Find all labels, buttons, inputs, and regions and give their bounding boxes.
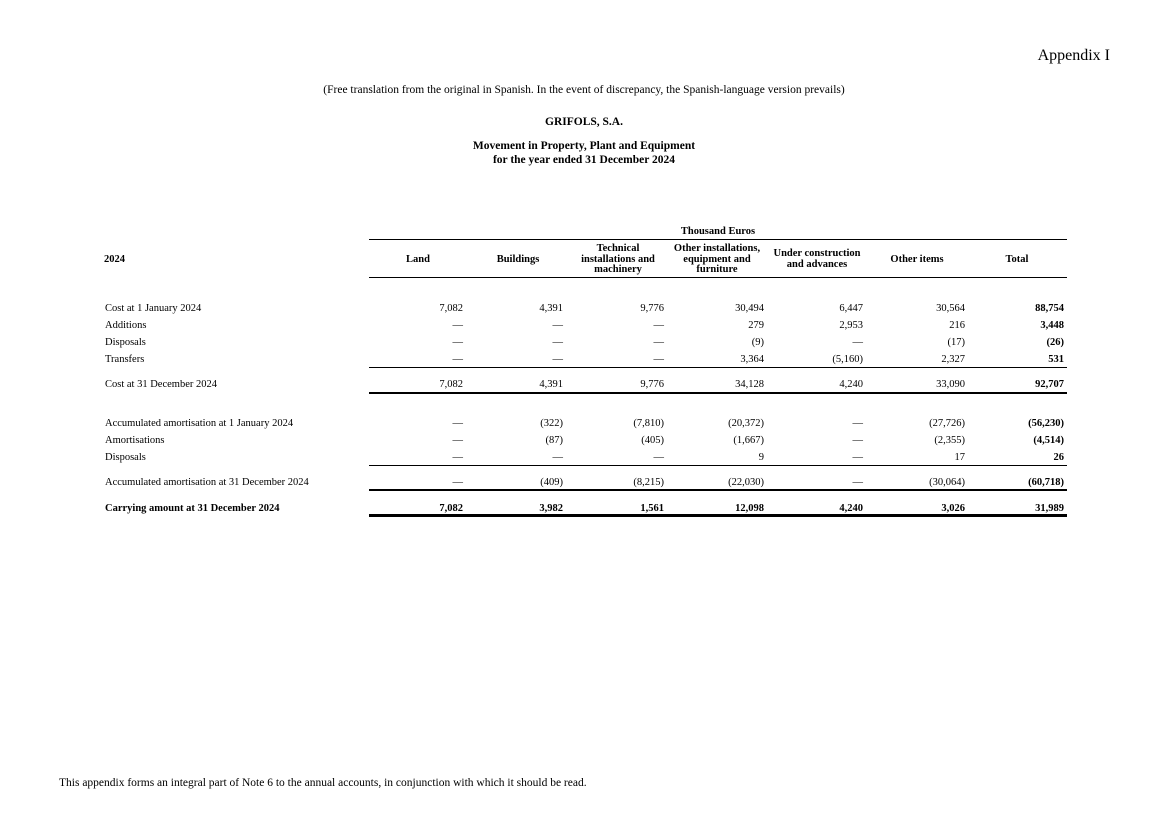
appendix-label: Appendix I [1037,47,1110,64]
cell-other-items: (2,355) [934,435,965,446]
cell-under-construction: 2,953 [839,320,863,331]
table-row [0,337,1168,351]
row-label: Cost at 1 January 2024 [105,303,202,314]
header-rule [369,277,1067,278]
cell-technical: 9,776 [640,379,664,390]
cell-under-construction: 6,447 [839,303,863,314]
cell-under-construction: — [852,435,863,446]
table-row [0,435,1168,449]
cell-land: 7,082 [439,503,463,514]
col-technical-line-2: installations and [581,253,655,265]
cell-buildings: 4,391 [539,379,563,390]
cell-technical: (405) [641,435,664,446]
cell-buildings: — [552,452,563,463]
col-other-installations [666,244,768,276]
cell-land: — [452,477,463,488]
company-name: GRIFOLS, S.A. [545,116,623,128]
cell-land: — [452,418,463,429]
title-line-2: for the year ended 31 December 2024 [492,154,676,166]
cell-under-construction: — [852,477,863,488]
cell-other-items: 2,327 [941,354,965,365]
cell-under-construction: — [852,418,863,429]
cell-under-construction: (5,160) [832,354,863,365]
cell-technical: — [653,320,664,331]
table-row [0,418,1168,432]
cell-other-installations: 9 [758,452,764,463]
title-line-1: Movement in Property, Plant and Equipment [472,140,696,152]
col-technical-line-3: machinery [594,264,642,275]
cell-buildings: — [552,337,563,348]
cell-total: (26) [1046,337,1064,348]
cell-total: 88,754 [1035,303,1064,314]
col-technical [570,244,666,276]
table-row [0,452,1168,466]
cell-other-installations: 279 [748,320,764,331]
col-other-installations-line-1: Other installations, [673,243,761,254]
cell-other-installations: 3,364 [740,354,764,365]
cell-land: — [452,337,463,348]
year-label: 2024 [104,254,125,265]
col-total: Total [1005,254,1029,265]
cell-under-construction: 4,240 [839,503,863,514]
units-header: Thousand Euros [369,226,1067,240]
col-other-installations-line-3: furniture [696,264,738,275]
cell-other-items: (30,064) [929,477,965,488]
cell-other-items: 33,090 [936,379,965,390]
cell-buildings: (87) [545,435,563,446]
row-label: Disposals [105,337,146,348]
cell-under-construction: 4,240 [839,379,863,390]
cell-buildings: (322) [540,418,563,429]
cell-total: 26 [1053,452,1064,463]
cell-land: 7,082 [439,379,463,390]
cell-other-installations: 34,128 [735,379,764,390]
cell-technical: 1,561 [640,503,664,514]
col-under-construction-line-2: and advances [786,258,848,270]
row-label: Additions [105,320,147,331]
table-row [0,320,1168,334]
cell-other-installations: (9) [751,337,764,348]
total-rule [369,392,1067,394]
col-buildings: Buildings [496,254,540,265]
cell-land: — [452,435,463,446]
table-row [0,303,1168,317]
cell-total: (4,514) [1033,435,1064,446]
cell-other-items: (27,726) [929,418,965,429]
cell-total: 3,448 [1040,320,1064,331]
cell-other-items: 3,026 [941,503,965,514]
total-rule [369,465,1067,466]
footer-note: This appendix forms an integral part of Note 6 to the annual accounts, in conjunction with which it should be read. [59,777,587,789]
cell-other-items: 17 [954,452,965,463]
cell-technical: (7,810) [633,418,664,429]
table-row [0,379,1168,393]
total-rule [369,514,1067,517]
row-label: Transfers [105,354,145,365]
cell-other-installations: 30,494 [735,303,764,314]
cell-buildings: 3,982 [539,503,563,514]
table-row [0,354,1168,368]
cell-under-construction: — [852,337,863,348]
row-label: Cost at 31 December 2024 [105,379,217,390]
total-rule [369,489,1067,491]
cell-technical: — [653,337,664,348]
cell-buildings: — [552,320,563,331]
col-other-items: Other items [890,254,944,265]
cell-buildings: — [552,354,563,365]
cell-technical: — [653,354,664,365]
cell-buildings: 4,391 [539,303,563,314]
cell-total: 31,989 [1035,503,1064,514]
total-rule [369,367,1067,368]
cell-technical: (8,215) [633,477,664,488]
row-label: Amortisations [105,435,165,446]
cell-other-installations: (1,667) [733,435,764,446]
col-under-construction [766,249,868,270]
row-label: Accumulated amortisation at 31 December 2024 [105,477,309,488]
translation-note: (Free translation from the original in Spanish. In the event of discrepancy, the Spanish-language version prevails) [323,84,845,96]
row-label: Carrying amount at 31 December 2024 [105,503,280,514]
cell-technical: 9,776 [640,303,664,314]
cell-buildings: (409) [540,477,563,488]
row-label: Accumulated amortisation at 1 January 2024 [105,418,294,429]
col-technical-line-1: Technical [596,243,640,254]
cell-other-installations: (22,030) [728,477,764,488]
cell-other-installations: 12,098 [735,503,764,514]
cell-total: 531 [1048,354,1064,365]
document-title [0,139,1168,167]
cell-total: (60,718) [1028,477,1064,488]
cell-other-items: 30,564 [936,303,965,314]
col-other-installations-line-2: equipment and [683,253,751,265]
col-land: Land [406,254,430,265]
cell-under-construction: — [852,452,863,463]
col-under-construction-line-1: Under construction [773,248,861,259]
cell-technical: — [653,452,664,463]
cell-land: — [452,452,463,463]
cell-other-items: 216 [949,320,965,331]
cell-total: 92,707 [1035,379,1064,390]
row-label: Disposals [105,452,146,463]
cell-land: — [452,320,463,331]
cell-land: — [452,354,463,365]
cell-land: 7,082 [439,303,463,314]
cell-total: (56,230) [1028,418,1064,429]
cell-other-items: (17) [947,337,965,348]
cell-other-installations: (20,372) [728,418,764,429]
